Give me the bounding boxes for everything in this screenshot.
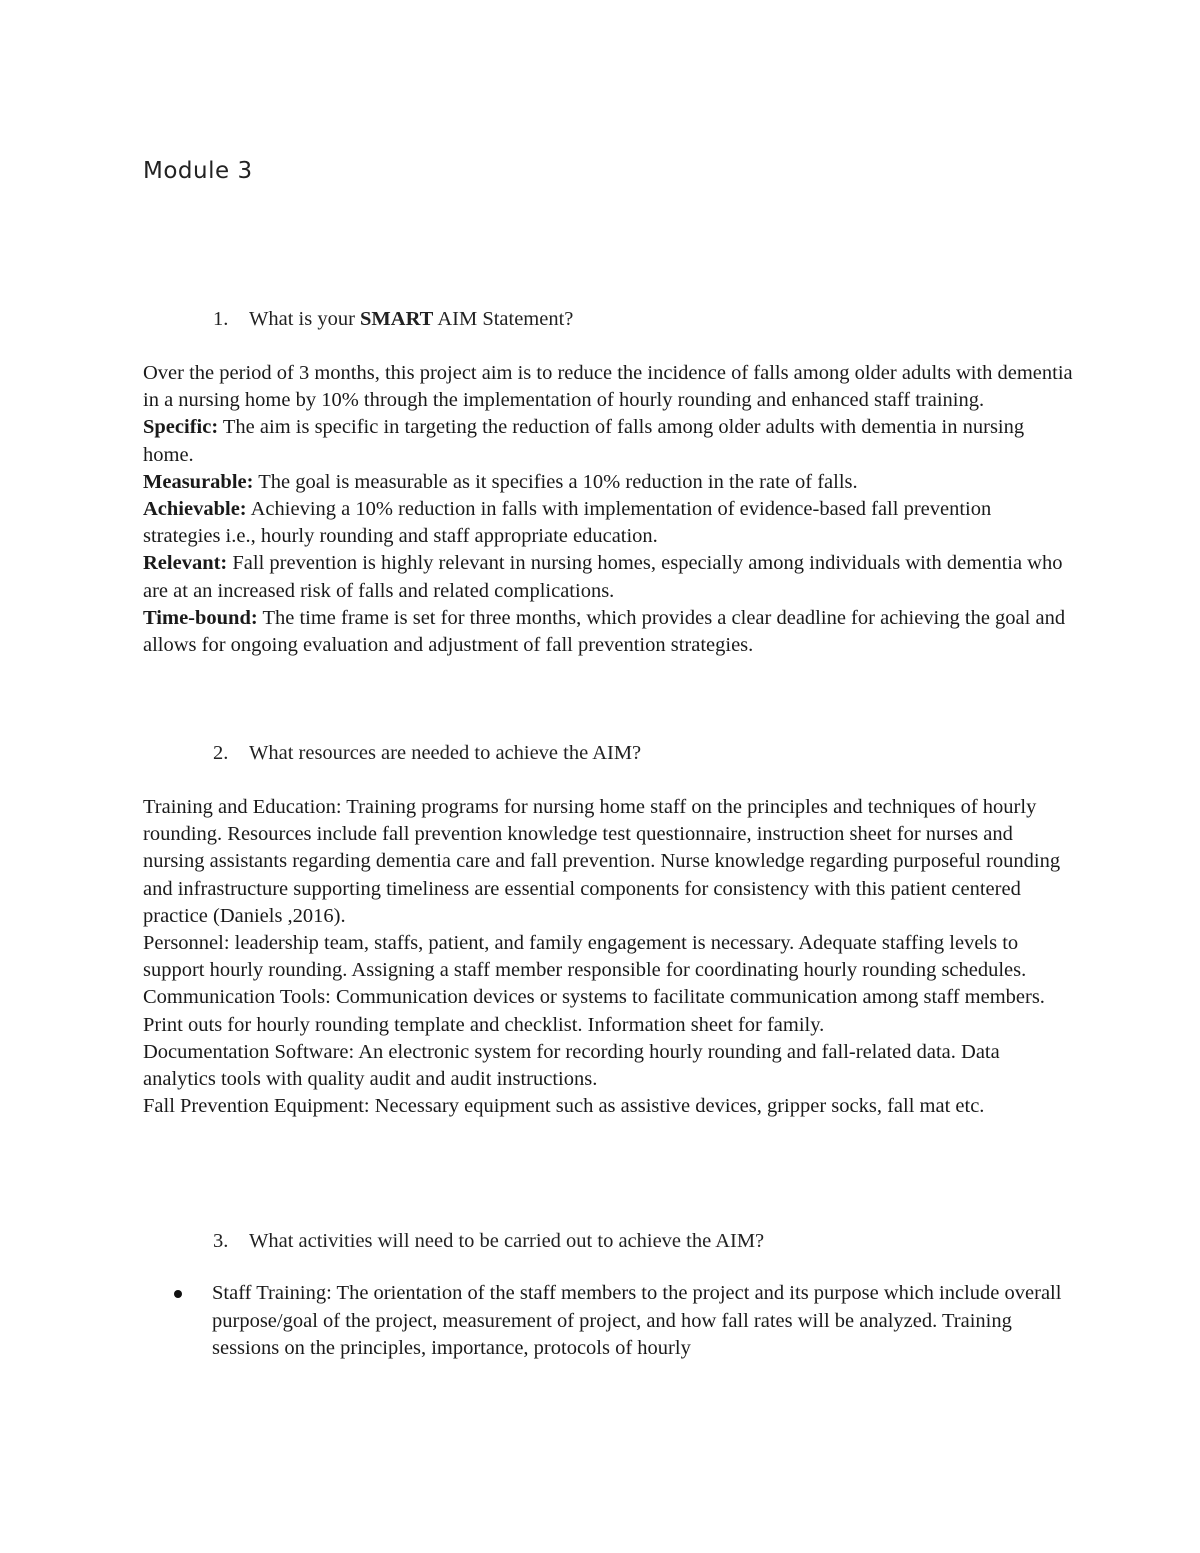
bullet-icon — [174, 1290, 182, 1298]
question-text-start: What is your — [249, 308, 361, 330]
activities-list — [143, 1280, 1073, 1363]
resources-section — [143, 794, 1073, 1120]
question-2 — [213, 740, 641, 767]
question-1 — [213, 306, 573, 333]
question-text-bold: SMART — [360, 308, 434, 330]
criterion-relevant — [143, 550, 1073, 604]
criterion-text: Fall prevention is highly relevant in nursing homes, especially among individuals with dementia who are at an increased risk of falls and related complications. — [143, 552, 1063, 602]
aim-statement: Over the period of 3 months, this project aim is to reduce the incidence of falls among older adults with dementia in a nursing home by 10% through the implementation of hourly rounding and enhanced staff training. — [143, 362, 1073, 412]
criterion-text: The time frame is set for three months, which provides a clear deadline for achieving the goal and allows for ongoing evaluation and adjustment of fall prevention strategies. — [143, 606, 1066, 657]
criterion-label: Relevant: — [143, 552, 228, 575]
aim-section — [143, 360, 1073, 659]
resource-training: Training and Education: Training programs for nursing home staff on the principles and techniques of hourly rounding. Resources include fall prevention knowledge test questionnaire, instruction sheet for nurses and nursing assistants regarding dementia care and fall prevention. Nurse knowledge regarding purposeful rounding and infrastructure supporting timeliness are essential components for consistency with this patient centered practice (Daniels ,2016). — [143, 796, 1061, 927]
module-title: Module 3 — [143, 158, 253, 184]
question-text: What resources are needed to achieve the AIM? — [249, 742, 642, 764]
resource-documentation: Documentation Software: An electronic system for recording hourly rounding and fall-related data. Data analytics tools with quality audit and audit instructions. — [143, 1040, 1000, 1091]
criterion-label: Achievable: — [143, 498, 247, 521]
activity-text: Staff Training: The orientation of the staff members to the project and its purpose which include overall purpose/goal of the project, measurement of project, and how fall rates will be analyzed. Training sessions on the principles, importance, protocols of hourly — [212, 1282, 1062, 1359]
criterion-specific — [143, 414, 1073, 468]
resource-communication: Communication Tools: Communication devices or systems to facilitate communication among staff members. Print outs for hourly rounding template and checklist. Information sheet for family. — [143, 986, 1045, 1036]
resource-personnel: Personnel: leadership team, staffs, patient, and family engagement is necessary. Adequate staffing levels to support hourly rounding. Assigning a staff member responsible for coordinating hourly rounding schedules. — [143, 932, 1027, 982]
criterion-time-bound — [143, 605, 1073, 659]
criterion-text: Achieving a 10% reduction in falls with implementation of evidence-based fall prevention strategies i.e., hourly rounding and staff appropriate education. — [143, 498, 992, 548]
criterion-label: Measurable: — [143, 470, 254, 493]
question-3 — [213, 1228, 764, 1255]
criterion-text: The aim is specific in targeting the reduction of falls among older adults with dementia in nursing home. — [143, 416, 1025, 466]
criterion-measurable — [143, 469, 1073, 496]
question-number: 2. — [213, 742, 229, 764]
resource-equipment: Fall Prevention Equipment: Necessary equipment such as assistive devices, gripper socks, fall mat etc. — [143, 1095, 985, 1118]
criterion-label: Time-bound: — [143, 606, 258, 629]
criterion-text: The goal is measurable as it specifies a 10% reduction in the rate of falls. — [253, 470, 858, 493]
criterion-achievable — [143, 496, 1073, 550]
question-number: 1. — [213, 308, 229, 330]
question-number: 3. — [213, 1230, 229, 1252]
criterion-label: Specific: — [143, 416, 219, 439]
list-item — [143, 1280, 1073, 1363]
question-text: What activities will need to be carried out to achieve the AIM? — [249, 1230, 765, 1252]
question-text-end: AIM Statement? — [433, 308, 574, 330]
